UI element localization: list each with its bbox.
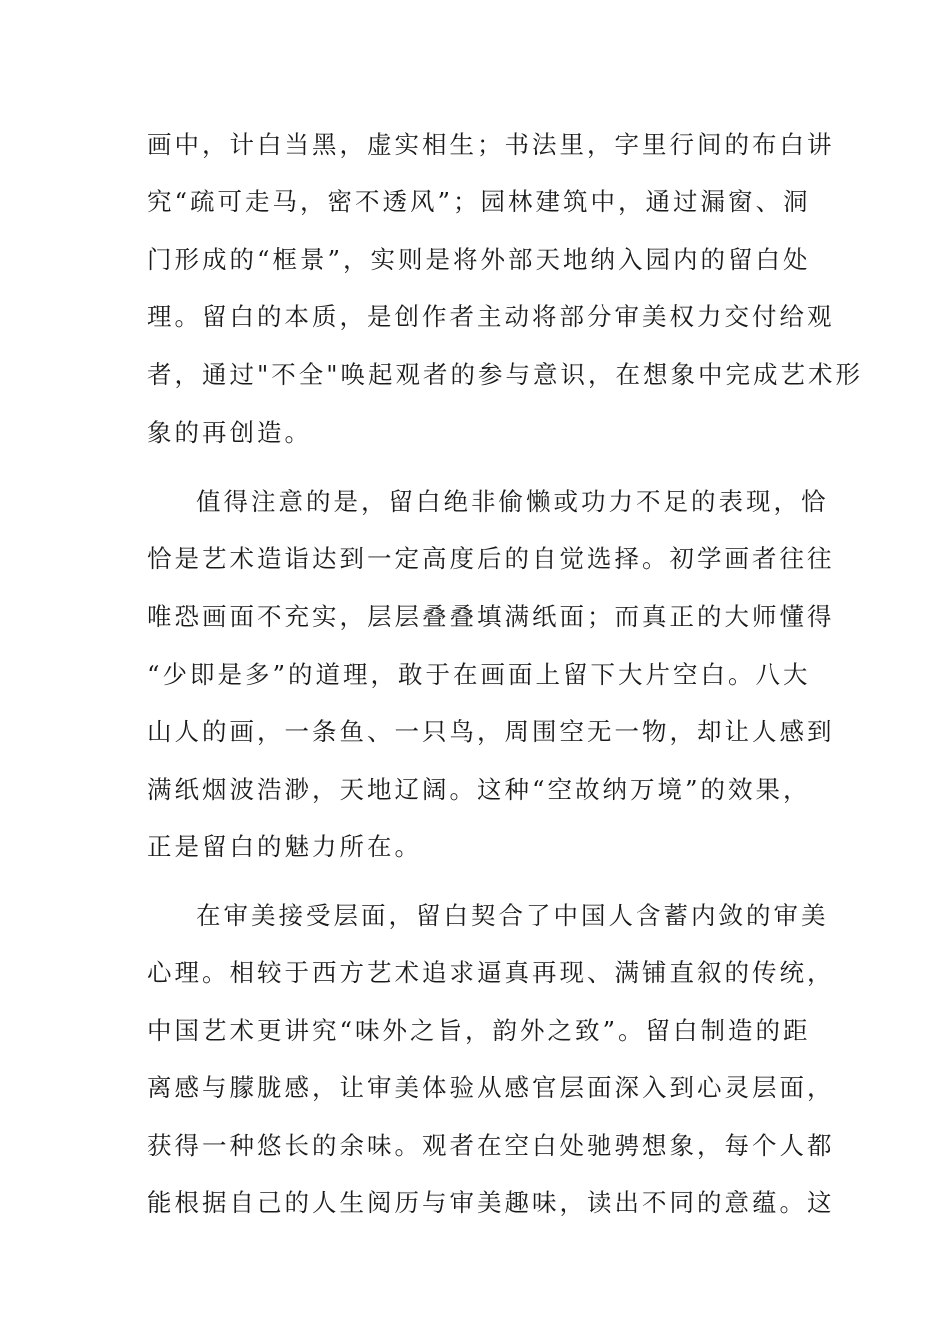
text-line: 能根据自己的人生阅历与审美趣味，读出不同的意蕴。这 — [147, 1188, 835, 1217]
text-line: 心理。相较于西方艺术追求逼真再现、满铺直叙的传统， — [147, 958, 835, 987]
text-line: 者，通过"不全"唤起观者的参与意识，在想象中完成艺术形 — [147, 360, 864, 389]
text-line: 获得一种悠长的余味。观者在空白处驰骋想象，每个人都 — [147, 1131, 835, 1160]
text-line: 在审美接受层面，留白契合了中国人含蓄内敛的审美 — [196, 901, 829, 930]
text-line: 值得注意的是，留白绝非偷懒或功力不足的表现，恰 — [196, 487, 829, 516]
text-line: 门形成的“框景”，实则是将外部天地纳入园内的留白处 — [147, 245, 811, 274]
text-line: 象的再创造。 — [147, 418, 312, 447]
text-line: 满纸烟波浩渺，天地辽阔。这种“空故纳万境”的效果， — [147, 775, 811, 804]
text-line: 山人的画，一条鱼、一只鸟，周围空无一物，却让人感到 — [147, 717, 835, 746]
text-line: 唯恐画面不充实，层层叠叠填满纸面；而真正的大师懂得 — [147, 602, 835, 631]
text-line: 恰是艺术造诣达到一定高度后的自觉选择。初学画者往往 — [147, 544, 835, 573]
text-line: 画中，计白当黑，虚实相生；书法里，字里行间的布白讲 — [147, 130, 835, 159]
text-line: 中国艺术更讲究“味外之旨，韵外之致”。留白制造的距 — [147, 1016, 811, 1045]
text-line: “少即是多”的道理，敢于在画面上留下大片空白。八大 — [147, 660, 811, 689]
text-line: 离感与朦胧感，让审美体验从感官层面深入到心灵层面， — [147, 1073, 835, 1102]
text-line: 正是留白的魅力所在。 — [147, 832, 422, 861]
text-line: 理。留白的本质，是创作者主动将部分审美权力交付给观 — [147, 302, 835, 331]
text-line: 究“疏可走马，密不透风”；园林建筑中，通过漏窗、洞 — [147, 187, 811, 216]
